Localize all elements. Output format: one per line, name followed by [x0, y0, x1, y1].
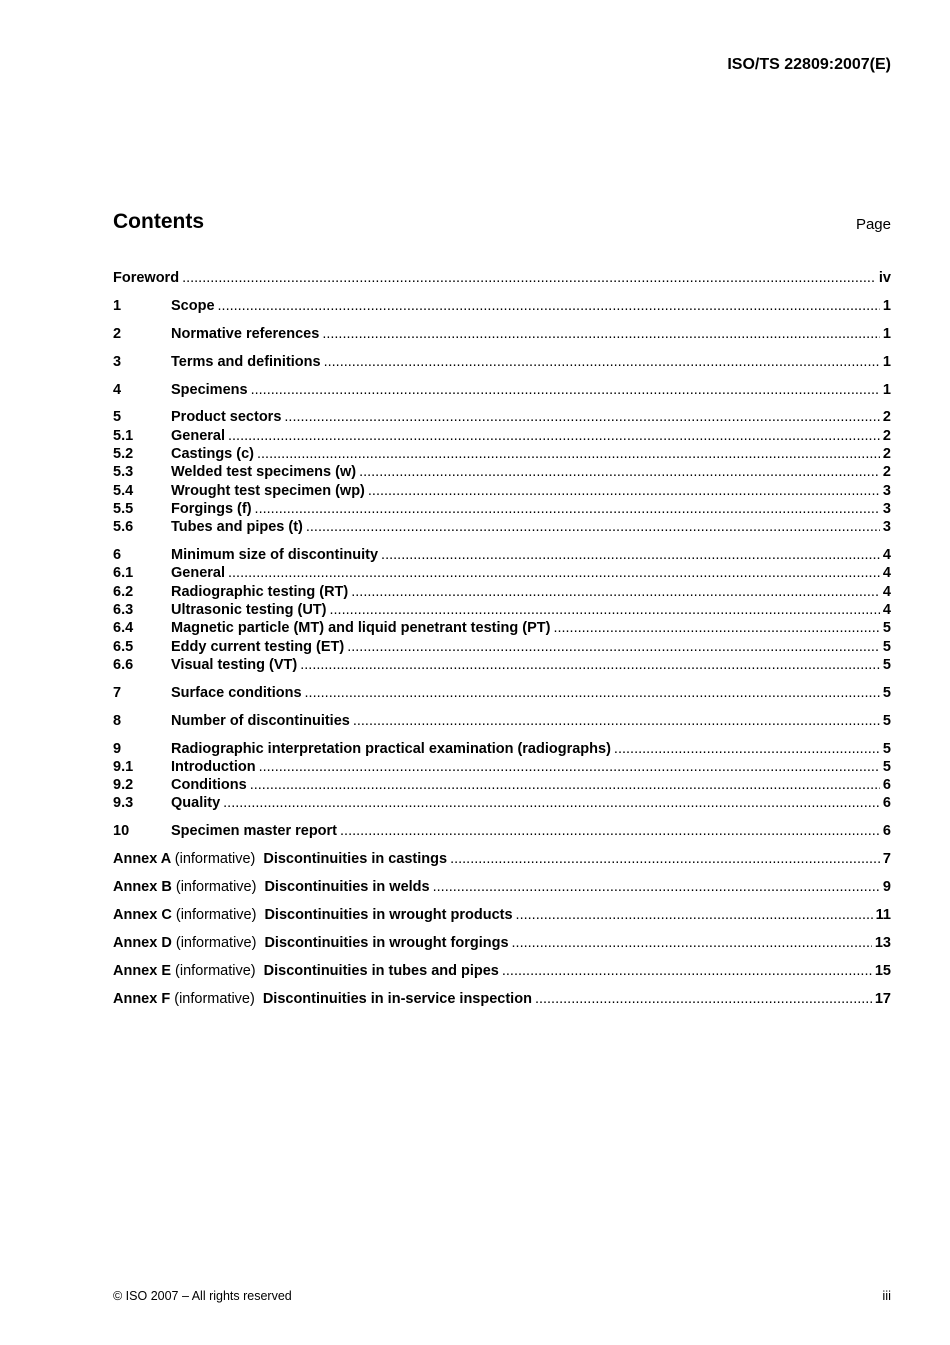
dot-leader: [614, 740, 880, 758]
toc-entry-number: 6.3: [113, 602, 134, 619]
toc-entry[interactable]: [113, 381, 891, 399]
toc-entry-number: 9: [113, 740, 122, 757]
toc-entry-title: General: [171, 427, 225, 444]
toc-entry-title: General: [171, 565, 225, 582]
dot-leader: [182, 269, 876, 287]
toc-entry-number: 10: [113, 823, 130, 840]
dot-leader: [300, 656, 880, 674]
toc-entry-title: Visual testing (VT): [171, 656, 298, 673]
dot-leader: [284, 408, 880, 426]
dot-leader: [218, 297, 880, 315]
dot-leader: [329, 601, 879, 619]
toc-entry-title: Tubes and pipes (t): [171, 519, 303, 536]
toc-entry-title: Specimen master report: [171, 823, 338, 840]
toc-entry-number: 5.1: [113, 427, 134, 444]
annex-page: 17: [874, 990, 891, 1007]
toc-entry[interactable]: [113, 353, 891, 371]
toc-entry-page: 4: [882, 547, 891, 564]
dot-leader: [351, 583, 880, 601]
toc-entry-title: Number of discontinuities: [171, 712, 350, 729]
toc-entry-page: 5: [882, 684, 891, 701]
toc-entry-title: Ultrasonic testing (UT): [171, 602, 327, 619]
toc-entry-page: 6: [882, 777, 891, 794]
annex-heading: [113, 990, 532, 1008]
dot-leader: [359, 463, 880, 481]
toc-entry-title: Normative references: [171, 325, 320, 342]
annex-heading: [113, 878, 430, 896]
dot-leader: [512, 934, 872, 952]
toc-entry[interactable]: [113, 740, 891, 758]
annex-normative-status: (informative): [175, 962, 256, 979]
dot-leader: [322, 325, 880, 343]
toc-annex-entry[interactable]: [113, 850, 891, 868]
dot-leader: [250, 776, 880, 794]
annex-page: 7: [882, 851, 891, 868]
dot-leader: [433, 878, 880, 896]
dot-leader: [257, 445, 880, 463]
annex-normative-status: (informative): [175, 907, 257, 924]
dot-leader: [259, 758, 880, 776]
toc-entry-title: Castings (c): [171, 446, 254, 463]
contents-title: Contents: [113, 210, 204, 233]
toc-entry-page: 1: [882, 325, 891, 342]
toc-entry-page: 3: [882, 500, 891, 517]
toc-entry-title: Terms and definitions: [171, 353, 321, 370]
dot-leader: [535, 990, 872, 1008]
toc-entry-title: Product sectors: [171, 409, 282, 426]
dot-leader: [324, 353, 880, 371]
toc-entry[interactable]: [113, 269, 891, 287]
annex-title: Discontinuities in in-service inspection: [262, 990, 532, 1007]
toc-entry[interactable]: [113, 822, 891, 840]
toc-entry[interactable]: [113, 445, 891, 463]
annex-normative-status: (informative): [175, 879, 257, 896]
toc-entry-number: 5.4: [113, 482, 134, 499]
toc-entry[interactable]: [113, 638, 891, 656]
dot-leader: [502, 962, 872, 980]
toc-entry-number: 6.1: [113, 565, 134, 582]
toc-entry-title: Scope: [171, 297, 215, 314]
toc-annex-entry[interactable]: [113, 934, 891, 952]
toc-entry-page: 3: [882, 482, 891, 499]
toc-entry-page: 2: [882, 409, 891, 426]
toc-entry[interactable]: [113, 482, 891, 500]
toc-entry-number: 6.2: [113, 583, 134, 600]
toc-entry-page: 3: [882, 519, 891, 536]
toc-entry-title: Foreword: [113, 270, 180, 286]
annex-page: 13: [874, 934, 891, 951]
toc-entry-page: 5: [882, 620, 891, 637]
annex-title: Discontinuities in castings: [263, 851, 448, 868]
toc-entry-number: 7: [113, 684, 122, 701]
dot-leader: [450, 850, 880, 868]
toc-entry-number: 8: [113, 712, 122, 729]
toc-entry-number: 9.2: [113, 777, 134, 794]
toc-annex-entry[interactable]: [113, 962, 891, 980]
annex-page: 11: [875, 907, 891, 924]
dot-leader: [251, 381, 880, 399]
annex-title: Discontinuities in wrought forgings: [264, 934, 509, 951]
annex-name: Annex D: [113, 934, 172, 951]
footer-copyright: © ISO 2007 – All rights reserved: [113, 1289, 292, 1303]
toc-entry-title: Eddy current testing (ET): [171, 638, 345, 655]
annex-name: Annex C: [113, 907, 172, 924]
annex-heading: [113, 934, 509, 952]
annex-title: Discontinuities in tubes and pipes: [263, 962, 499, 979]
dot-leader: [305, 684, 880, 702]
dot-leader: [228, 564, 880, 582]
toc-entry[interactable]: [113, 546, 891, 564]
annex-name: Annex E: [113, 962, 172, 979]
toc-entry[interactable]: [113, 619, 891, 637]
dot-leader: [347, 638, 880, 656]
dot-leader: [553, 619, 879, 637]
toc-entry[interactable]: [113, 684, 891, 702]
toc-entry-number: 6.5: [113, 638, 134, 655]
table-of-contents: [113, 269, 891, 1008]
toc-entry-number: 5: [113, 409, 122, 426]
toc-entry-page: 4: [882, 602, 891, 619]
toc-entry-number: 5.6: [113, 519, 134, 536]
toc-entry-page: 2: [882, 446, 891, 463]
toc-entry[interactable]: [113, 408, 891, 426]
dot-leader: [381, 546, 880, 564]
annex-page: 9: [882, 879, 891, 896]
dot-leader: [306, 518, 880, 536]
toc-entry-page: 2: [882, 464, 891, 481]
toc-entry[interactable]: [113, 325, 891, 343]
toc-entry-number: 3: [113, 353, 122, 370]
toc-entry-page: 5: [882, 712, 891, 729]
toc-entry[interactable]: [113, 297, 891, 315]
dot-leader: [228, 427, 880, 445]
toc-entry[interactable]: [113, 758, 891, 776]
toc-entry-page: 6: [882, 795, 891, 812]
toc-entry-number: 9.3: [113, 795, 134, 812]
toc-entry-page: 1: [882, 353, 891, 370]
annex-name: Annex A: [113, 851, 171, 868]
annex-heading: [113, 906, 513, 924]
footer-page-number: iii: [882, 1288, 891, 1303]
toc-entry-title: Conditions: [171, 777, 247, 794]
toc-annex-entry[interactable]: [113, 990, 891, 1008]
toc-entry-number: 5.3: [113, 464, 134, 481]
toc-entry-page: 5: [882, 656, 891, 673]
toc-entry-title: Radiographic testing (RT): [171, 583, 349, 600]
page-column-label: Page: [855, 216, 891, 233]
annex-normative-status: (informative): [174, 990, 255, 1007]
toc-entry-title: Welded test specimens (w): [171, 464, 357, 481]
toc-entry-number: 1: [113, 297, 122, 314]
toc-entry[interactable]: [113, 776, 891, 794]
toc-entry-number: 5.2: [113, 446, 134, 463]
toc-entry[interactable]: [113, 601, 891, 619]
toc-entry-title: Specimens: [171, 381, 248, 398]
dot-leader: [516, 906, 873, 924]
toc-entry-title: Radiographic interpretation practical examination (radiographs): [171, 740, 611, 757]
annex-title: Discontinuities in welds: [264, 879, 430, 896]
toc-entry-page: 1: [882, 381, 891, 398]
toc-entry-title: Quality: [171, 795, 221, 812]
annex-name: Annex F: [113, 990, 171, 1007]
toc-entry-title: Introduction: [171, 758, 256, 775]
toc-annex-entry[interactable]: [113, 906, 891, 924]
dot-leader: [353, 712, 880, 730]
toc-entry-page: 5: [882, 638, 891, 655]
toc-entry-title: Minimum size of discontinuity: [171, 547, 379, 564]
toc-annex-entry[interactable]: [113, 878, 891, 896]
annex-normative-status: (informative): [175, 934, 257, 951]
toc-entry-page: 5: [882, 758, 891, 775]
toc-entry-title: Magnetic particle (MT) and liquid penetrant testing (PT): [171, 620, 551, 637]
annex-normative-status: (informative): [174, 851, 256, 868]
toc-entry-page: iv: [878, 270, 891, 286]
toc-entry[interactable]: [113, 564, 891, 582]
toc-entry-number: 6.4: [113, 620, 134, 637]
dot-leader: [223, 794, 880, 812]
dot-leader: [340, 822, 880, 840]
toc-entry[interactable]: [113, 500, 891, 518]
toc-entry[interactable]: [113, 794, 891, 812]
annex-title: Discontinuities in wrought products: [264, 907, 513, 924]
toc-entry[interactable]: [113, 712, 891, 730]
toc-entry-number: 4: [113, 381, 122, 398]
toc-entry[interactable]: [113, 583, 891, 601]
toc-entry-number: 2: [113, 325, 122, 342]
dot-leader: [368, 482, 880, 500]
toc-entry-page: 2: [882, 427, 891, 444]
annex-page: 15: [874, 962, 891, 979]
dot-leader: [255, 500, 880, 518]
toc-entry-title: Forgings (f): [171, 500, 252, 517]
toc-entry-page: 4: [882, 565, 891, 582]
toc-entry[interactable]: [113, 463, 891, 481]
document-id: ISO/TS 22809:2007(E): [727, 56, 891, 73]
toc-entry-page: 6: [882, 823, 891, 840]
toc-entry-number: 6: [113, 547, 122, 564]
toc-entry[interactable]: [113, 518, 891, 536]
annex-heading: [113, 850, 447, 868]
toc-entry-number: 6.6: [113, 656, 134, 673]
toc-entry[interactable]: [113, 656, 891, 674]
toc-entry-page: 4: [882, 583, 891, 600]
toc-entry-number: 5.5: [113, 500, 134, 517]
annex-name: Annex B: [113, 879, 172, 896]
toc-entry-number: 9.1: [113, 758, 134, 775]
annex-heading: [113, 962, 499, 980]
toc-entry-page: 5: [882, 740, 891, 757]
toc-entry[interactable]: [113, 427, 891, 445]
toc-entry-page: 1: [882, 297, 891, 314]
toc-entry-title: Wrought test specimen (wp): [171, 482, 365, 499]
toc-entry-title: Surface conditions: [171, 684, 302, 701]
